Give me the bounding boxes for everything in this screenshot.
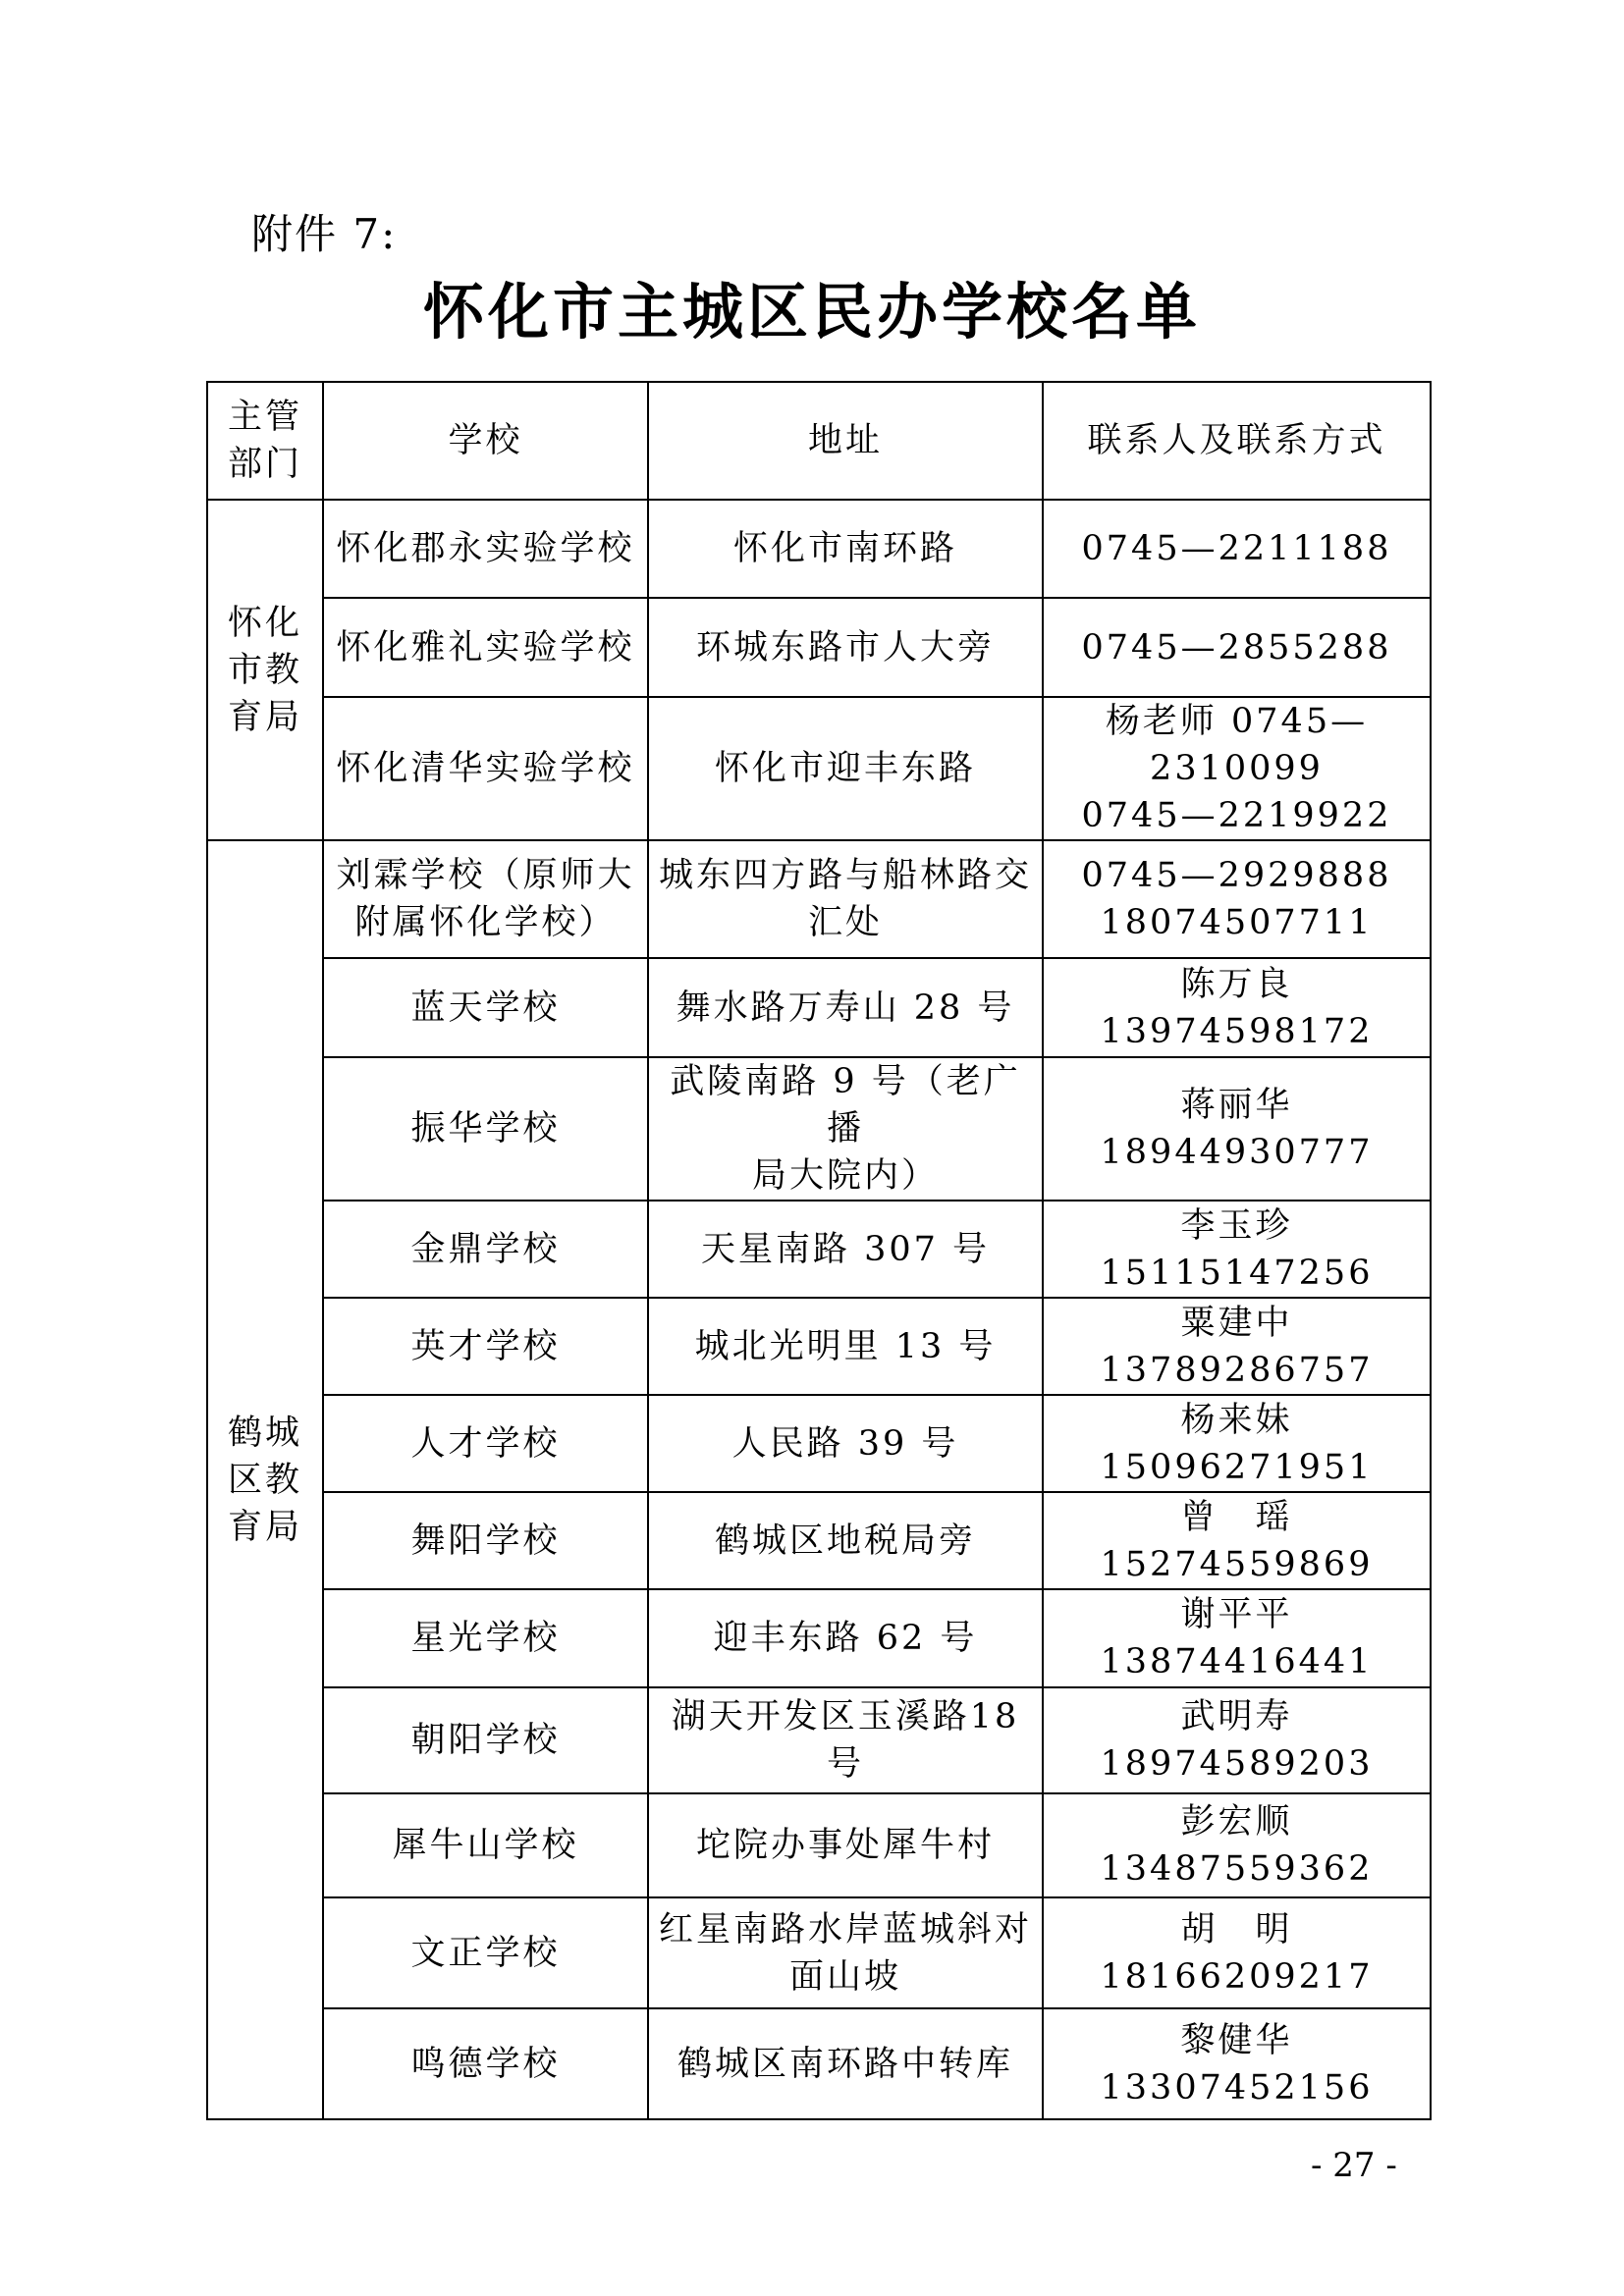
document-title: 怀化市主城区民办学校名单 — [422, 276, 1201, 347]
table-row — [207, 958, 1431, 1057]
address-cell: 城北光明里 13 号 — [648, 1298, 1043, 1395]
address-cell: 怀化市迎丰东路 — [648, 697, 1043, 840]
table-row — [207, 1687, 1431, 1793]
address-cell: 湖天开发区玉溪路18号 — [648, 1687, 1043, 1793]
department-cell: 怀化 市教 育局 — [207, 500, 323, 840]
school-cell: 金鼎学校 — [323, 1201, 648, 1298]
contact-cell: 武明寿 18974589203 — [1043, 1687, 1431, 1793]
school-cell: 舞阳学校 — [323, 1492, 648, 1589]
contact-cell: 胡 明 18166209217 — [1043, 1897, 1431, 2008]
address-cell: 坨院办事处犀牛村 — [648, 1793, 1043, 1897]
header-department: 主管 部门 — [207, 382, 323, 500]
contact-cell: 粟建中 13789286757 — [1043, 1298, 1431, 1395]
contact-cell: 曾 瑶 15274559869 — [1043, 1492, 1431, 1589]
school-cell: 犀牛山学校 — [323, 1793, 648, 1897]
school-cell: 刘霖学校（原师大 附属怀化学校） — [323, 840, 648, 958]
page-number: - 27 - — [1311, 2146, 1397, 2185]
table-row — [207, 1395, 1431, 1492]
contact-cell: 杨来妹 15096271951 — [1043, 1395, 1431, 1492]
address-cell: 城东四方路与船林路交 汇处 — [648, 840, 1043, 958]
contact-cell: 彭宏顺 13487559362 — [1043, 1793, 1431, 1897]
contact-cell: 陈万良 13974598172 — [1043, 958, 1431, 1057]
school-cell: 星光学校 — [323, 1589, 648, 1687]
contact-cell: 杨老师 0745—2310099 0745—2219922 — [1043, 697, 1431, 840]
table-row — [207, 1057, 1431, 1201]
school-cell: 朝阳学校 — [323, 1687, 648, 1793]
table-row — [207, 1589, 1431, 1687]
header-address: 地址 — [648, 382, 1043, 500]
address-cell: 红星南路水岸蓝城斜对 面山坡 — [648, 1897, 1043, 2008]
contact-cell: 黎健华 13307452156 — [1043, 2008, 1431, 2119]
school-list-table — [206, 381, 1432, 2120]
table-row — [207, 1793, 1431, 1897]
header-school: 学校 — [323, 382, 648, 500]
school-cell: 怀化清华实验学校 — [323, 697, 648, 840]
address-cell: 人民路 39 号 — [648, 1395, 1043, 1492]
address-cell: 鹤城区地税局旁 — [648, 1492, 1043, 1589]
table-row — [207, 1897, 1431, 2008]
address-cell: 迎丰东路 62 号 — [648, 1589, 1043, 1687]
attachment-label: 附件 7: — [251, 210, 398, 258]
address-cell: 天星南路 307 号 — [648, 1201, 1043, 1298]
school-cell: 文正学校 — [323, 1897, 648, 2008]
address-cell: 环城东路市人大旁 — [648, 598, 1043, 697]
contact-cell: 0745—2855288 — [1043, 598, 1431, 697]
school-cell: 人才学校 — [323, 1395, 648, 1492]
table-row — [207, 1201, 1431, 1298]
table-row — [207, 500, 1431, 598]
school-cell: 蓝天学校 — [323, 958, 648, 1057]
address-cell: 鹤城区南环路中转库 — [648, 2008, 1043, 2119]
school-cell: 鸣德学校 — [323, 2008, 648, 2119]
table-row — [207, 598, 1431, 697]
contact-cell: 李玉珍 15115147256 — [1043, 1201, 1431, 1298]
contact-cell: 0745—2929888 18074507711 — [1043, 840, 1431, 958]
address-cell: 舞水路万寿山 28 号 — [648, 958, 1043, 1057]
table-header-row — [207, 382, 1431, 500]
school-cell: 怀化雅礼实验学校 — [323, 598, 648, 697]
school-cell: 怀化郡永实验学校 — [323, 500, 648, 598]
table-row — [207, 697, 1431, 840]
contact-cell: 谢平平 13874416441 — [1043, 1589, 1431, 1687]
address-cell: 怀化市南环路 — [648, 500, 1043, 598]
header-contact: 联系人及联系方式 — [1043, 382, 1431, 500]
table-row — [207, 1298, 1431, 1395]
school-cell: 英才学校 — [323, 1298, 648, 1395]
table-row — [207, 840, 1431, 958]
department-cell: 鹤城 区教 育局 — [207, 840, 323, 2119]
school-cell: 振华学校 — [323, 1057, 648, 1201]
contact-cell: 蒋丽华 18944930777 — [1043, 1057, 1431, 1201]
address-cell: 武陵南路 9 号（老广播 局大院内） — [648, 1057, 1043, 1201]
contact-cell: 0745—2211188 — [1043, 500, 1431, 598]
table-row — [207, 2008, 1431, 2119]
table-row — [207, 1492, 1431, 1589]
